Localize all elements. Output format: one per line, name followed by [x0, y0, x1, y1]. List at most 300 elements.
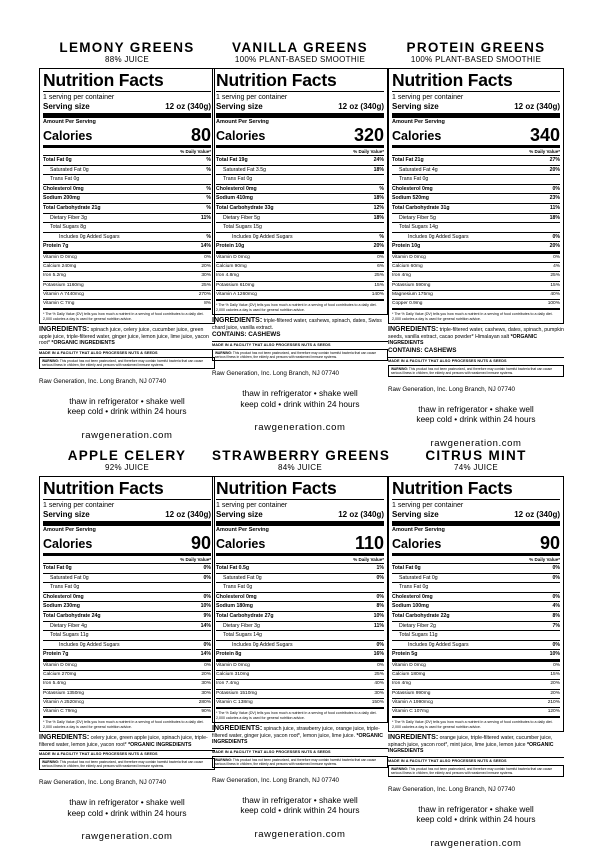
vitamin-row [392, 254, 560, 263]
vitamin-row [43, 263, 211, 272]
website-link: rawgeneration.com [430, 837, 522, 849]
nutrient-daily-value: 7% [552, 622, 560, 629]
nutrient-list [392, 156, 560, 254]
nutrient-daily-value: % [206, 157, 211, 163]
company-address: Raw Generation, Inc. Long Branch, NJ 07740 [388, 385, 516, 393]
nutrient-row [216, 242, 384, 254]
pasteurization-warning [39, 758, 215, 770]
vitamin-row [43, 708, 211, 718]
daily-value-footnote: * The % Daily Value (DV) tells you how much a nutrient in a serving of food contributes to a daily diet. 2,000 calories a day is used for general nutrition advice. [43, 720, 204, 729]
nutrition-facts-panel [388, 68, 564, 324]
storage-instructions [212, 388, 388, 409]
vitamin-daily-value: 15% [550, 282, 560, 288]
vitamin-row [216, 690, 384, 699]
ingredients-text: spinach juice, celery juice, cucumber juice, green apple juice, triple-filtered water, ginger juice, lemon juice, lime juice, yacon root* [39, 327, 209, 347]
nutrient-name: Trans Fat 0g [50, 584, 80, 591]
nutrient-name: Total Carbohydrate 22g [392, 612, 450, 619]
vitamin-row [216, 671, 384, 680]
nutrient-daily-value: 20% [549, 243, 560, 250]
nutrient-name: Total Fat 21g [392, 157, 424, 163]
nutrient-row [392, 583, 560, 593]
serving-size-label: Serving size [43, 102, 90, 111]
nutrient-daily-value: 14% [200, 243, 211, 250]
nutrient-name: Saturated Fat 0g [399, 574, 438, 581]
nutrient-daily-value: 0% [552, 641, 560, 648]
nutrient-row [392, 593, 560, 603]
nutrient-name: Total Carbohydrate 24g [43, 612, 101, 619]
serving-size-row [392, 102, 560, 118]
nutrient-row [43, 593, 211, 603]
nutrient-row [392, 194, 560, 204]
vitamin-name: Calcium 60mg [392, 264, 423, 270]
vitamin-name: Vitamin D 0mcg [43, 254, 77, 260]
organic-note: *ORGANIC INGREDIENTS [388, 741, 554, 755]
daily-value-header: % Daily Value* [216, 148, 384, 156]
company-address: Raw Generation, Inc. Long Branch, NJ 07740 [388, 785, 516, 793]
storage-instructions [39, 396, 215, 417]
storage-instructions [388, 404, 564, 425]
warning-label: WARNING: [42, 358, 60, 363]
product-subtitle: 100% PLANT-BASED SMOOTHIE [234, 55, 366, 64]
ingredients-heading: INGREDIENTS: [388, 326, 439, 334]
vitamin-daily-value: 20% [550, 690, 560, 696]
nutrition-facts-panel [212, 68, 388, 315]
nutrient-name: Total Fat 0g [43, 157, 72, 163]
nutrient-row [43, 242, 211, 254]
calories-label: Calories [43, 537, 93, 551]
nutrient-name: Includes 0g Added Sugars [232, 233, 293, 240]
nutrient-row [43, 214, 211, 224]
nutrient-daily-value: 11% [549, 204, 560, 211]
calories-value: 320 [353, 125, 384, 145]
nutrient-row [43, 166, 211, 176]
vitamin-daily-value: 40% [374, 681, 384, 687]
vitamin-daily-value: 0% [377, 254, 384, 260]
nutrient-daily-value: % [206, 204, 211, 211]
nutrient-name: Total Sugars 11g [399, 632, 438, 639]
nutrient-list [43, 564, 211, 662]
nutrition-facts-panel [212, 476, 388, 723]
nutrient-name: Saturated Fat 4g [399, 166, 438, 173]
storage-line-2: keep cold • drink within 24 hours [240, 805, 360, 816]
vitamin-name: Potassium 1510mg [216, 690, 258, 696]
vitamin-row [392, 680, 560, 689]
nutrient-name: Includes 0g Added Sugars [232, 641, 293, 648]
nutrient-name: Cholesterol 0mg [216, 185, 257, 192]
product-subtitle: 100% PLANT-BASED SMOOTHIE [410, 55, 542, 64]
product-subtitle: 88% JUICE [104, 55, 150, 64]
vitamin-list [392, 662, 560, 718]
nutrient-row [392, 622, 560, 632]
vitamin-row [392, 671, 560, 680]
nutrient-name: Total Carbohydrate 27g [216, 612, 274, 619]
daily-value-footnote: * The % Daily Value (DV) tells you how much a nutrient in a serving of food contributes to a daily diet. 2,000 calories a day is used for general nutrition advice. [216, 710, 377, 720]
warning-label: WARNING: [215, 757, 233, 762]
nutrient-daily-value: 8% [552, 612, 560, 619]
product-label [39, 40, 215, 441]
serving-size-label: Serving size [392, 102, 439, 111]
nutrient-name: Protein 5g [392, 651, 418, 658]
nutrient-daily-value: 18% [549, 214, 560, 221]
nutrient-row [216, 631, 384, 641]
nutrient-row [43, 612, 211, 622]
nutrient-row [392, 223, 560, 233]
vitamin-daily-value: 4% [553, 264, 560, 270]
vitamin-daily-value: 30% [374, 690, 384, 696]
daily-value-header: % Daily Value* [216, 556, 384, 564]
nutrient-row [392, 564, 560, 574]
nutrient-row [216, 233, 384, 243]
storage-line-1: thaw in refrigerator • shake well [69, 797, 185, 808]
organic-note: *ORGANIC INGREDIENTS [51, 340, 115, 347]
company-address: Raw Generation, Inc. Long Branch, NJ 07740 [212, 370, 340, 378]
vitamin-name: Vitamin D 0mcg [43, 662, 77, 668]
vitamin-daily-value: 0% [553, 662, 560, 668]
nutrient-name: Includes 0g Added Sugars [59, 641, 120, 648]
vitamin-row [216, 263, 384, 272]
vitamin-name: Iron 4mg [392, 681, 411, 687]
daily-value-header: % Daily Value* [43, 148, 211, 156]
nutrient-daily-value: 0% [552, 233, 560, 240]
website-link: rawgeneration.com [430, 437, 522, 449]
vitamin-row [392, 291, 560, 300]
vitamin-daily-value: 25% [201, 282, 211, 288]
pasteurization-warning [212, 756, 388, 768]
nutrient-daily-value: 4% [552, 603, 560, 610]
vitamin-row [216, 291, 384, 301]
nutrient-row [216, 204, 384, 214]
vitamin-row [43, 272, 211, 281]
vitamin-name: Magnesium 175mg [392, 291, 433, 297]
ingredients-heading: INGREDIENTS: [388, 734, 439, 742]
allergen-contains: CONTAINS: CASHEWS [212, 331, 281, 339]
nutrient-row [216, 574, 384, 584]
ingredients [388, 327, 564, 347]
calories-label: Calories [43, 129, 93, 143]
nutrient-name: Protein 8g [216, 651, 242, 658]
website-link: rawgeneration.com [81, 429, 173, 441]
nutrient-row [216, 166, 384, 176]
pasteurization-warning [212, 349, 388, 361]
product-subtitle: 92% JUICE [104, 463, 150, 472]
serving-size-value: 12 oz (340g) [514, 102, 560, 111]
nutrient-row [43, 583, 211, 593]
serving-size-label: Serving size [216, 102, 263, 111]
vitamin-name: Iron 5.2mg [43, 273, 66, 279]
vitamin-name: Potassium 610mg [216, 282, 255, 288]
nutrient-name: Cholesterol 0mg [392, 185, 433, 192]
facility-notice: MADE IN A FACILITY THAT ALSO PROCESSES NUTS & SEEDS [388, 357, 564, 364]
nutrient-name: Cholesterol 0mg [216, 593, 257, 600]
vitamin-daily-value: 25% [374, 672, 384, 678]
calories-row [216, 534, 384, 556]
nutrient-row [216, 214, 384, 224]
nutrient-name: Dietary Fiber 3g [50, 214, 87, 221]
nutrient-name: Total Fat 19g [216, 157, 248, 163]
nutrient-daily-value: 0% [552, 565, 560, 571]
nutrient-name: Sodium 100mg [392, 603, 429, 610]
vitamin-name: Vitamin D 0mcg [392, 254, 426, 260]
vitamin-row [392, 272, 560, 281]
warning-text: This product has not been pasteurized, and therefore may contain harmful bacteria that can cause serious illness in children, the elderly and persons with weakened immune systems. [42, 760, 204, 769]
nutrient-row [43, 233, 211, 243]
vitamin-name: Calcium 90mg [216, 264, 247, 270]
serving-size-row [43, 510, 211, 526]
nutrient-name: Trans Fat 0g [223, 176, 253, 183]
nutrient-name: Protein 10g [216, 243, 245, 250]
warning-text: This product has not been pasteurized, and therefore may contain harmful bacteria that can cause serious illness in children, the elderly and persons with weakened immune systems. [215, 757, 377, 766]
serving-size-value: 12 oz (340g) [165, 102, 211, 111]
serving-size-value: 12 oz (340g) [338, 102, 384, 111]
vitamin-daily-value: 20% [550, 681, 560, 687]
nutrient-daily-value: 10% [373, 612, 384, 619]
calories-label: Calories [392, 537, 442, 551]
vitamin-row [43, 300, 211, 310]
product-name: APPLE CELERY [67, 448, 187, 463]
nutrient-row [43, 223, 211, 233]
nutrition-facts-panel [39, 476, 215, 732]
vitamin-row [43, 662, 211, 671]
nutrient-row [43, 175, 211, 185]
website-link: rawgeneration.com [254, 422, 346, 434]
nutrient-row [392, 175, 560, 185]
vitamin-row [392, 662, 560, 671]
nutrient-row [216, 602, 384, 612]
nutrient-row [392, 214, 560, 224]
nutrient-name: Total Sugars 14g [223, 632, 262, 639]
vitamin-daily-value: 0% [204, 254, 211, 260]
nutrient-daily-value: 0% [203, 574, 211, 581]
storage-instructions [388, 804, 564, 825]
nutrient-row [392, 204, 560, 214]
ingredients [212, 318, 388, 331]
nutrient-row [43, 564, 211, 574]
nutrient-row [392, 166, 560, 176]
vitamin-name: Vitamin D 0mcg [392, 662, 426, 668]
vitamin-name: Vitamin C 107mg [392, 708, 429, 714]
nutrient-daily-value: 10% [200, 603, 211, 610]
nutrient-name: Trans Fat 0g [399, 584, 429, 591]
nutrient-daily-value: 9% [203, 612, 211, 619]
vitamin-list [216, 662, 384, 709]
serving-size-value: 12 oz (340g) [514, 510, 560, 519]
daily-value-header: % Daily Value* [43, 556, 211, 564]
warning-text: This product has not been pasteurized, and therefore may contain harmful bacteria that can cause serious illness in children, the elderly and persons with weakened immune systems. [42, 358, 204, 367]
nutrient-name: Dietary Fiber 3g [223, 622, 260, 629]
vitamin-row [43, 671, 211, 680]
nutrient-name: Trans Fat 0g [223, 584, 253, 591]
vitamin-name: Calcium 310mg [216, 672, 250, 678]
vitamin-daily-value: 0% [377, 662, 384, 668]
vitamin-daily-value: 15% [374, 282, 384, 288]
nutrient-row [43, 574, 211, 584]
ingredients-text: triple-filtered water, cashews, dates, spinach, pumpkin seeds, vanilla extract, cacao powder* Himalayan salt [388, 327, 564, 340]
nutrient-name: Sodium 230mg [43, 603, 80, 610]
product-name: VANILLA GREENS [232, 40, 368, 55]
nutrient-name: Includes 0g Added Sugars [408, 641, 469, 648]
nutrient-row [216, 223, 384, 233]
nutrient-row [43, 156, 211, 166]
vitamin-row [392, 708, 560, 718]
nutrient-daily-value: 23% [549, 195, 560, 202]
servings-per-container: 1 serving per container [43, 94, 115, 101]
nutrient-name: Sodium 180mg [216, 603, 253, 610]
vitamin-daily-value: 0% [553, 254, 560, 260]
website-link: rawgeneration.com [81, 831, 173, 843]
vitamin-name: Vitamin A 1990mcg [392, 699, 433, 705]
nutrient-daily-value: 14% [200, 622, 211, 629]
nutrient-daily-value: 10% [549, 651, 560, 658]
nutrient-name: Dietary Fiber 5g [399, 214, 436, 221]
vitamin-row [392, 699, 560, 708]
nutrient-row [216, 583, 384, 593]
product-label [212, 448, 391, 840]
vitamin-name: Potassium 1160mg [43, 282, 84, 288]
vitamin-daily-value: 40% [550, 291, 560, 297]
ingredients [39, 327, 215, 347]
nutrient-name: Total Sugars 14g [399, 224, 438, 231]
calories-row [43, 126, 211, 148]
product-label [212, 40, 388, 433]
serving-size-label: Serving size [216, 510, 263, 519]
daily-value-header: % Daily Value* [392, 556, 560, 564]
ingredients-heading: INGREDIENTS: [39, 326, 90, 334]
warning-label: WARNING: [42, 760, 60, 765]
amount-per-serving: Amount Per Serving [392, 119, 445, 125]
vitamin-row [392, 263, 560, 272]
product-name: CITRUS MINT [425, 448, 527, 463]
nutrient-daily-value: 0% [376, 593, 384, 600]
nutrient-name: Total Carbohydrate 21g [43, 204, 101, 211]
nutrient-daily-value: % [206, 195, 211, 202]
nutrient-row [43, 641, 211, 651]
nutrition-facts-title: Nutrition Facts [43, 71, 211, 92]
nutrient-name: Saturated Fat 0g [223, 574, 262, 581]
company-address: Raw Generation, Inc. Long Branch, NJ 07740 [212, 776, 340, 784]
nutrient-row [392, 156, 560, 166]
calories-value: 80 [190, 125, 211, 145]
serving-size-row [43, 102, 211, 118]
nutrient-name: Sodium 410mg [216, 195, 253, 202]
vitamin-row [216, 699, 384, 709]
vitamin-row [43, 690, 211, 699]
storage-line-1: thaw in refrigerator • shake well [242, 794, 358, 805]
daily-value-footnote: * The % Daily Value (DV) tells you how much a nutrient in a serving of food contributes to a daily diet. 2,000 calories a day is used for general nutrition advice. [392, 720, 553, 729]
vitamin-row [216, 272, 384, 281]
nutrition-facts-title: Nutrition Facts [43, 479, 211, 500]
pasteurization-warning [39, 357, 215, 369]
vitamin-daily-value: 270% [198, 291, 211, 297]
nutrient-row [216, 194, 384, 204]
company-address: Raw Generation, Inc. Long Branch, NJ 07740 [39, 377, 167, 385]
servings-per-container: 1 serving per container [392, 502, 464, 509]
warning-text: This product has not been pasteurized, and therefore may contain harmful bacteria that can cause serious illness in children, the elderly and persons with weakened immune systems. [215, 351, 377, 360]
nutrient-row [43, 650, 211, 662]
storage-instructions [212, 795, 388, 816]
nutrition-facts-title: Nutrition Facts [392, 71, 560, 92]
organic-note: *ORGANIC INGREDIENTS [128, 741, 192, 748]
vitamin-name: Vitamin C 138mg [216, 699, 253, 705]
nutrient-row [43, 185, 211, 195]
product-label [388, 448, 564, 849]
vitamin-daily-value: 140% [371, 291, 384, 297]
servings-per-container: 1 serving per container [216, 94, 288, 101]
vitamin-daily-value: 20% [201, 264, 211, 270]
nutrient-daily-value: % [379, 233, 384, 240]
nutrition-facts-title: Nutrition Facts [216, 71, 384, 92]
product-subtitle: 74% JUICE [453, 463, 499, 472]
vitamin-row [43, 680, 211, 689]
storage-line-2: keep cold • drink within 24 hours [416, 414, 536, 425]
ingredients [39, 735, 215, 748]
calories-value: 90 [190, 533, 211, 553]
ingredients-heading: INGREDIENTS: [39, 734, 90, 742]
vitamin-row [216, 680, 384, 689]
nutrient-daily-value: 24% [373, 157, 384, 163]
vitamin-name: Iron 4.8mg [216, 273, 239, 279]
amount-per-serving: Amount Per Serving [43, 527, 96, 533]
calories-value: 90 [539, 533, 560, 553]
nutrient-row [43, 204, 211, 214]
nutrient-daily-value: 27% [549, 157, 560, 163]
pasteurization-warning [388, 365, 564, 377]
nutrient-name: Includes 0g Added Sugars [59, 233, 120, 240]
vitamin-name: Calcium 240mg [43, 264, 77, 270]
nutrient-daily-value: 0% [203, 565, 211, 571]
storage-line-2: keep cold • drink within 24 hours [416, 814, 536, 825]
nutrition-facts-title: Nutrition Facts [216, 479, 384, 500]
nutrient-name: Total Carbohydrate 33g [216, 204, 274, 211]
nutrient-list [216, 564, 384, 662]
vitamin-daily-value: 90% [201, 708, 211, 714]
nutrient-name: Dietary Fiber 2g [399, 622, 436, 629]
nutrient-name: Total Fat 0g [43, 565, 72, 571]
vitamin-daily-value: 25% [550, 273, 560, 279]
calories-label: Calories [392, 129, 442, 143]
vitamin-daily-value: 30% [201, 273, 211, 279]
nutrient-row [43, 602, 211, 612]
nutrient-row [216, 175, 384, 185]
facility-notice: MADE IN A FACILITY THAT ALSO PROCESSES NUTS & SEEDS [39, 750, 215, 757]
nutrient-row [216, 612, 384, 622]
company-address: Raw Generation, Inc. Long Branch, NJ 07740 [39, 779, 167, 787]
vitamin-daily-value: 30% [201, 681, 211, 687]
organic-note: *ORGANIC INGREDIENTS [388, 333, 538, 347]
nutrient-row [216, 641, 384, 651]
vitamin-name: Iron 5.4mg [43, 681, 66, 687]
calories-row [392, 534, 560, 556]
calories-label: Calories [216, 537, 266, 551]
nutrient-name: Total Fat 0g [392, 565, 421, 571]
ingredients [212, 726, 388, 746]
vitamin-name: Potassium 1350mg [43, 690, 85, 696]
vitamin-name: Calcium 270mg [43, 672, 77, 678]
amount-per-serving: Amount Per Serving [392, 527, 445, 533]
nutrient-name: Protein 7g [43, 651, 69, 658]
ingredients-text: celery juice, green apple juice, spinach juice, triple-filtered water, lemon juice, yacon root* [39, 735, 208, 748]
allergen-contains: CONTAINS: CASHEWS [388, 346, 457, 354]
vitamin-daily-value: 6% [377, 264, 384, 270]
vitamin-daily-value: 15% [550, 672, 560, 678]
servings-per-container: 1 serving per container [216, 502, 288, 509]
storage-line-1: thaw in refrigerator • shake well [418, 803, 534, 814]
storage-line-2: keep cold • drink within 24 hours [67, 807, 187, 818]
serving-size-row [392, 510, 560, 526]
nutrient-name: Total Sugars 11g [50, 632, 89, 639]
vitamin-name: Potassium 590mg [392, 282, 431, 288]
calories-row [392, 126, 560, 148]
daily-value-footnote: * The % Daily Value (DV) tells you how much a nutrient in a serving of food contributes to a daily diet. 2,000 calories a day is used for general nutrition advice. [216, 302, 377, 312]
